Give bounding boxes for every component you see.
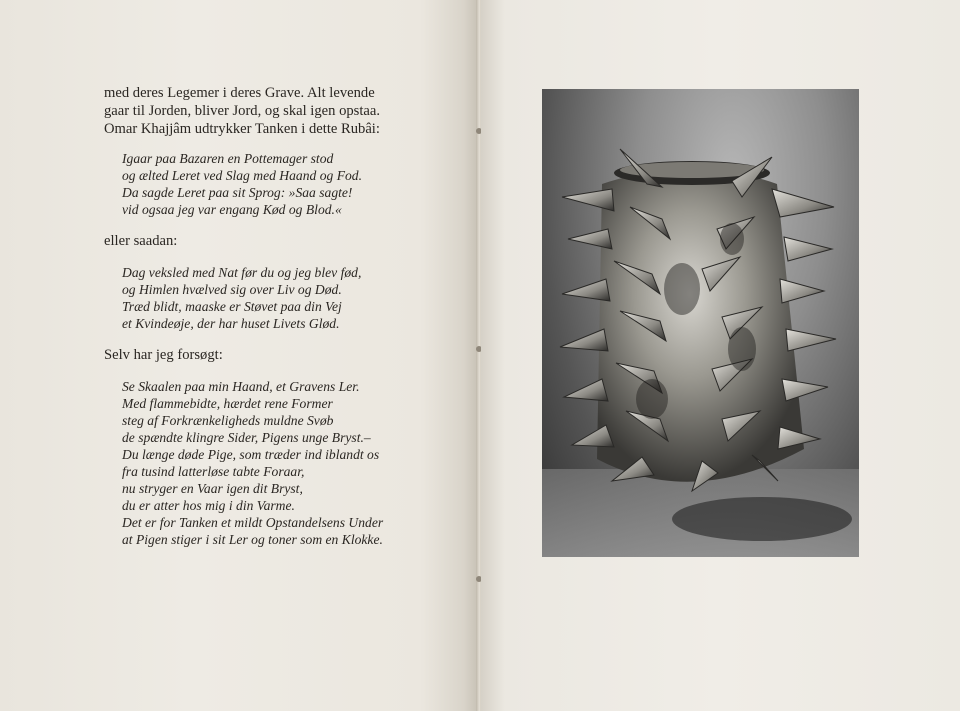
verse-line: Da sagde Leret paa sit Sprog: »Saa sagte! (122, 185, 353, 200)
vase-photograph (542, 89, 859, 557)
verse-line: Træd blidt, maaske er Støvet paa din Vej (122, 299, 342, 314)
verse-line: nu stryger en Vaar igen dit Bryst, (122, 481, 303, 496)
verse-line: og Himlen hvælved sig over Liv og Død. (122, 282, 342, 297)
verse-rubai-2 (122, 264, 434, 332)
intro-line: med deres Legemer i deres Grave. Alt levende (104, 85, 375, 101)
connector-text: eller saadan: (104, 233, 178, 249)
left-page (0, 0, 478, 711)
connector-text: Selv har jeg forsøgt: (104, 347, 223, 363)
verse-line: fra tusind latterløse tabte Foraar, (122, 464, 305, 479)
verse-line: Du længe døde Pige, som træder ind iblandt os (122, 447, 380, 462)
verse-line: Se Skaalen paa min Haand, et Gravens Ler. (122, 379, 360, 394)
spiked-vase-image (542, 89, 859, 557)
verse-line: de spændte klingre Sider, Pigens unge Bryst.– (122, 430, 371, 445)
verse-line: Dag veksled med Nat før du og jeg blev fød, (122, 265, 362, 280)
intro-line: Omar Khajjâm udtrykker Tanken i dette Rubâi: (104, 121, 380, 137)
verse-line: et Kvindeøje, der har huset Livets Glød. (122, 316, 340, 331)
verse-line: at Pigen stiger i sit Ler og toner som en Klokke. (122, 532, 383, 547)
verse-line: Igaar paa Bazaren en Pottemager stod (122, 151, 334, 166)
verse-line: steg af Forkrænkeligheds muldne Svøb (122, 413, 334, 428)
verse-line: og ælted Leret ved Slag med Haand og Fod. (122, 168, 362, 183)
verse-line: vid ogsaa jeg var engang Kød og Blod.« (122, 202, 342, 217)
verse-own-poem (122, 378, 434, 548)
intro-line: gaar til Jorden, bliver Jord, og skal igen opstaa. (104, 103, 380, 119)
left-page-text (104, 84, 434, 558)
intro-paragraph (104, 84, 434, 138)
verse-rubai-1 (122, 150, 434, 218)
verse-line: du er atter hos mig i din Varme. (122, 498, 295, 513)
verse-line: Med flammebidte, hærdet rene Former (122, 396, 333, 411)
verse-line: Det er for Tanken et mildt Opstandelsens Under (122, 515, 384, 530)
